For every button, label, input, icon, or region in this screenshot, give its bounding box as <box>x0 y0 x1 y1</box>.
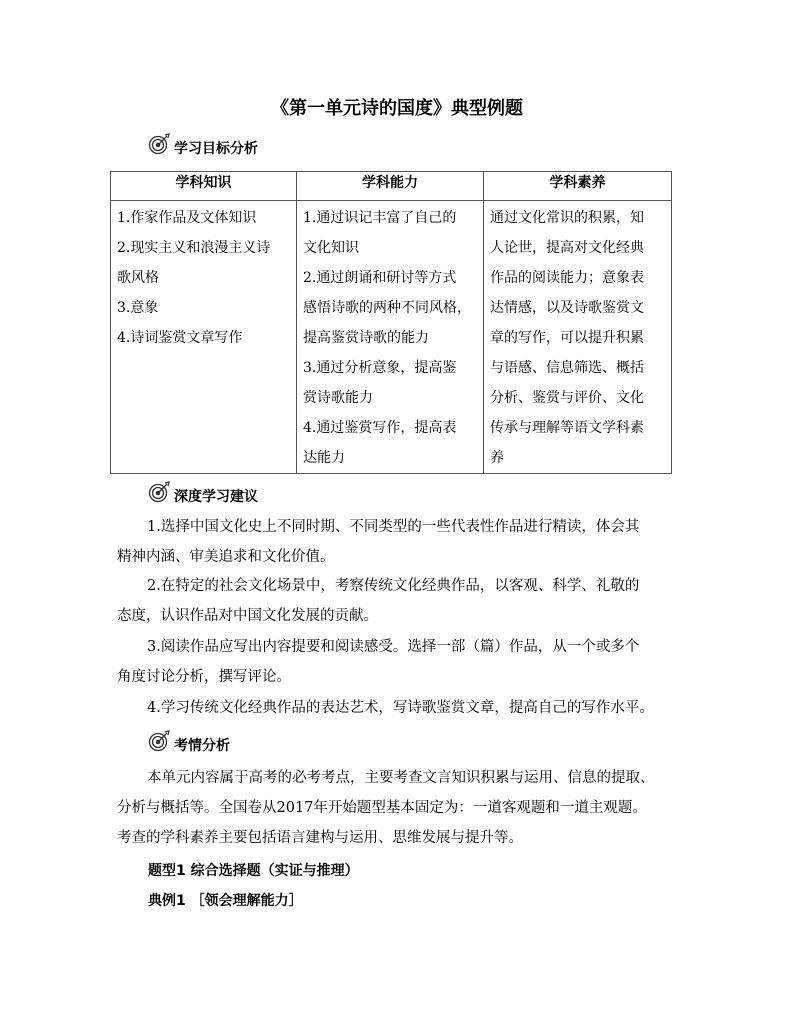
target-icon <box>148 730 170 752</box>
section-heading-goals: 学习目标分析 <box>148 133 258 155</box>
cell-line: 2.通过朗诵和研讨等方式 <box>303 270 457 286</box>
cell-line: 达能力 <box>303 450 345 466</box>
suggestion-3 <box>117 632 687 692</box>
header-ability: 学科能力 <box>297 172 484 201</box>
cell-knowledge <box>111 201 297 474</box>
exam-text: 分析与概括等。全国卷从2017年开始题型基本固定为：一道客观题和一道主观题。 <box>117 800 647 816</box>
cell-line: 感悟诗歌的两种不同风格， <box>303 300 471 316</box>
cell-line: 与语感、信息筛选、概括 <box>490 360 644 376</box>
exam-text: 本单元内容属于高考的必考考点，主要考查文言知识积累与运用、信息的提取、 <box>147 770 655 786</box>
cell-line: 达情感，以及诗歌鉴赏文 <box>490 300 644 316</box>
section-heading-exam: 考情分析 <box>148 730 230 752</box>
suggestion-2 <box>117 571 687 631</box>
cell-line: 1.作家作品及文体知识 <box>117 210 257 226</box>
suggestion-text: 角度讨论分析，撰写评论。 <box>117 669 291 685</box>
example-line: 典例1 ［领会理解能力］ <box>148 893 303 909</box>
cell-line: 3.通过分析意象，提高鉴 <box>303 360 457 376</box>
question-type-line: 题型1 综合选择题（实证与推理） <box>148 863 359 879</box>
suggestion-text: 4.学习传统文化经典作品的表达艺术，写诗歌鉴赏文章，提高自己的写作水平。 <box>147 700 654 716</box>
cell-literacy <box>484 201 672 474</box>
cell-line: 章的写作，可以提升积累 <box>490 330 644 346</box>
exam-analysis <box>117 763 687 853</box>
header-literacy: 学科素养 <box>484 172 672 201</box>
goals-table <box>110 171 672 474</box>
exam-text: 考查的学科素养主要包括语言建构与运用、思维发展与提升等。 <box>117 830 523 846</box>
suggestion-text: 精神内涵、审美追求和文化价值。 <box>117 549 335 565</box>
suggestion-text: 态度，认识作品对中国文化发展的贡献。 <box>117 608 378 624</box>
cell-line: 3.意象 <box>117 300 159 316</box>
cell-line: 作品的阅读能力；意象表 <box>490 270 644 286</box>
cell-line: 文化知识 <box>303 240 359 256</box>
page-title: 《第一单元诗的国度》典型例题 <box>271 98 523 119</box>
cell-ability <box>297 201 484 474</box>
cell-line: 养 <box>490 450 504 466</box>
table-row <box>111 201 672 474</box>
cell-line: 通过文化常识的积累，知 <box>490 210 644 226</box>
header-knowledge: 学科知识 <box>111 172 297 201</box>
cell-line: 赏诗歌能力 <box>303 390 373 406</box>
suggestion-text: 1.选择中国文化史上不同时期、不同类型的一些代表性作品进行精读，体会其 <box>147 519 640 535</box>
section-heading-deep: 深度学习建议 <box>148 481 258 503</box>
cell-line: 2.现实主义和浪漫主义诗 <box>117 240 271 256</box>
cell-line: 歌风格 <box>117 270 159 286</box>
cell-line: 1.通过识记丰富了自己的 <box>303 210 457 226</box>
cell-line: 4.诗词鉴赏文章写作 <box>117 330 243 346</box>
cell-line: 提高鉴赏诗歌的能力 <box>303 330 429 346</box>
target-icon <box>148 133 170 155</box>
cell-line: 传承与理解等语文学科素 <box>490 420 644 436</box>
target-icon <box>148 481 170 503</box>
cell-line: 分析、鉴赏与评价、文化 <box>490 390 644 406</box>
table-header-row <box>111 172 672 201</box>
suggestion-text: 3.阅读作品应写出内容提要和阅读感受。选择一部（篇）作品，从一个或多个 <box>147 639 640 655</box>
suggestion-text: 2.在特定的社会文化场景中，考察传统文化经典作品，以客观、科学、礼敬的 <box>147 578 640 594</box>
cell-line: 4.通过鉴赏写作，提高表 <box>303 420 457 436</box>
cell-line: 人论世，提高对文化经典 <box>490 240 644 256</box>
suggestion-1 <box>117 512 687 572</box>
suggestion-4 <box>117 693 687 723</box>
